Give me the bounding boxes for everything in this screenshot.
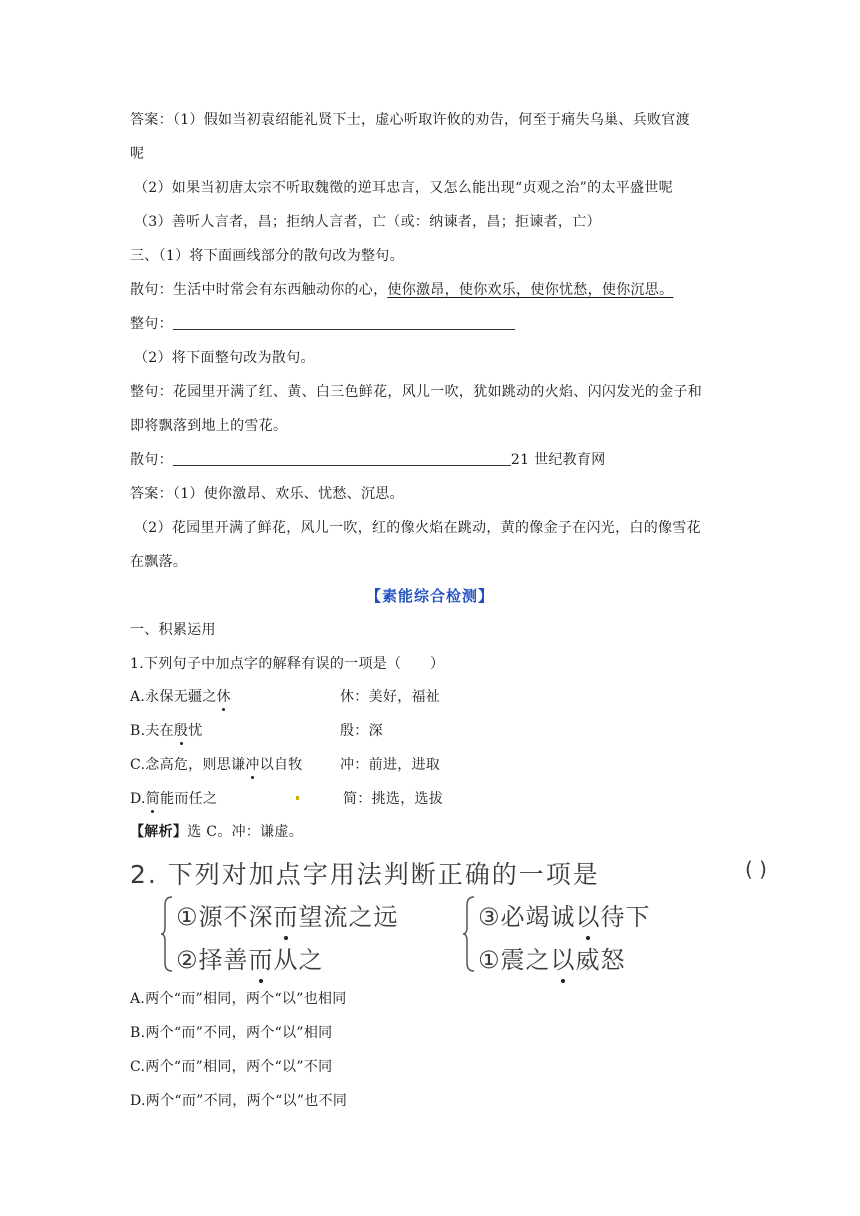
dotted-char: 简: [145, 791, 161, 807]
choice-c: C.两个“而”相同，两个“以”不同: [130, 1059, 333, 1075]
san2-label: 散句：: [130, 452, 173, 468]
zheng-sentence-answer: [130, 315, 740, 333]
option-c-explanation: 冲：前进，进取: [340, 757, 441, 773]
dotted-char: 而: [249, 940, 274, 975]
option-a-explanation: 休：美好，福祉: [340, 689, 441, 705]
option-a: A.永保无疆之休 休：美好，福祉: [130, 689, 441, 705]
zheng-sentence-2a: 整句：花园里开满了红、黄、白三色鲜花，风儿一吹，犹如跳动的火焰、闪闪发光的金子和: [130, 384, 702, 400]
option-c: C.念高危，则思谦冲以自牧 冲：前进，进取: [130, 757, 441, 773]
san-sentence-prefix: 散句：生活中时常会有东西触动你的心，: [130, 282, 388, 298]
question-2-title: 2. 下列对加点字用法判断正确的一项是: [130, 860, 600, 889]
right-brace-icon: [462, 895, 476, 973]
answer-2-line: （2）如果当初唐太宗不听取魏徵的逆耳忠言，又怎么能出现“贞观之治”的太平盛世呢: [134, 180, 673, 196]
dotted-char: 殷: [173, 723, 189, 739]
san-sentence: [130, 281, 740, 299]
question-2-answer-paren: ( ): [745, 857, 767, 881]
dotted-char: 休: [216, 689, 231, 705]
part-1-title: 一、积累运用: [130, 622, 216, 638]
san-sentence-answer: [130, 451, 740, 469]
question-1: 1.下列句子中加点字的解释有误的一项是（ ）: [130, 656, 445, 672]
choice-a: A.两个“而”相同，两个“以”也相同: [130, 991, 347, 1007]
answer-1-line: 答案：（1）假如当初袁绍能礼贤下士，虚心听取许攸的劝告，何至于痛失乌巢、兵败官渡: [130, 112, 690, 128]
section-3-answer-1: 答案：（1）使你激昂、欢乐、忧愁、沉思。: [130, 486, 404, 502]
zheng-sentence-2b: 即将飘落到地上的雪花。: [130, 418, 288, 434]
answer-1-line-cont: 呢: [130, 146, 145, 162]
analysis-label: 【解析】: [130, 824, 188, 840]
choice-b: B.两个“而”不同，两个“以”相同: [130, 1025, 333, 1041]
section-3-q2: （2）将下面整句改为散句。: [134, 350, 315, 366]
left-brace-icon: [160, 895, 174, 973]
dotted-char: 冲: [245, 757, 260, 773]
san-sentence-underlined: 使你激昂，使你欢乐，使你忧愁，使你沉思。: [387, 282, 674, 298]
answer-3-line: （3）善听人言者，昌；拒纳人言者，亡（或：纳谏者，昌；拒谏者，亡）: [134, 214, 601, 230]
section-3-answer-2-cont: 在飘落。: [130, 554, 188, 570]
option-b-explanation: 殷：深: [340, 723, 383, 739]
compare-item-1: ①源不深而望流之远: [176, 897, 399, 932]
option-b: B.夫在殷忧 殷：深: [130, 723, 383, 739]
option-d-explanation: 简：挑选，选拔: [343, 791, 444, 807]
compare-item-2: ②择善而从之: [176, 940, 324, 975]
analysis-text: 选 C。冲：谦虚。: [187, 824, 304, 840]
watermark-text: 21 世纪教育网: [510, 452, 606, 468]
answer-blank-2[interactable]: [173, 451, 511, 466]
stray-mark: [296, 796, 299, 800]
dotted-char: 而: [274, 897, 299, 932]
option-d: D.简能而任之 简：挑选，选拔: [130, 791, 444, 807]
choice-d: D.两个“而”不同，两个“以”也不同: [130, 1093, 348, 1109]
section-3-title: 三、（1）将下面画线部分的散句改为整句。: [130, 248, 404, 264]
analysis: [130, 823, 740, 841]
compare-item-3: ③必竭诚以待下: [478, 897, 651, 932]
dotted-char: 以: [576, 897, 601, 932]
answer-blank-1[interactable]: [173, 315, 515, 330]
dotted-char: 以: [551, 940, 576, 975]
section-3-answer-2: （2）花园里开满了鲜花，风儿一吹，红的像火焰在跳动，黄的像金子在闪光，白的像雪花: [134, 520, 701, 536]
compare-item-4: ①震之以威怒: [478, 940, 626, 975]
section-heading: 【素能综合检测】: [365, 587, 494, 605]
zheng-label: 整句：: [130, 316, 173, 332]
